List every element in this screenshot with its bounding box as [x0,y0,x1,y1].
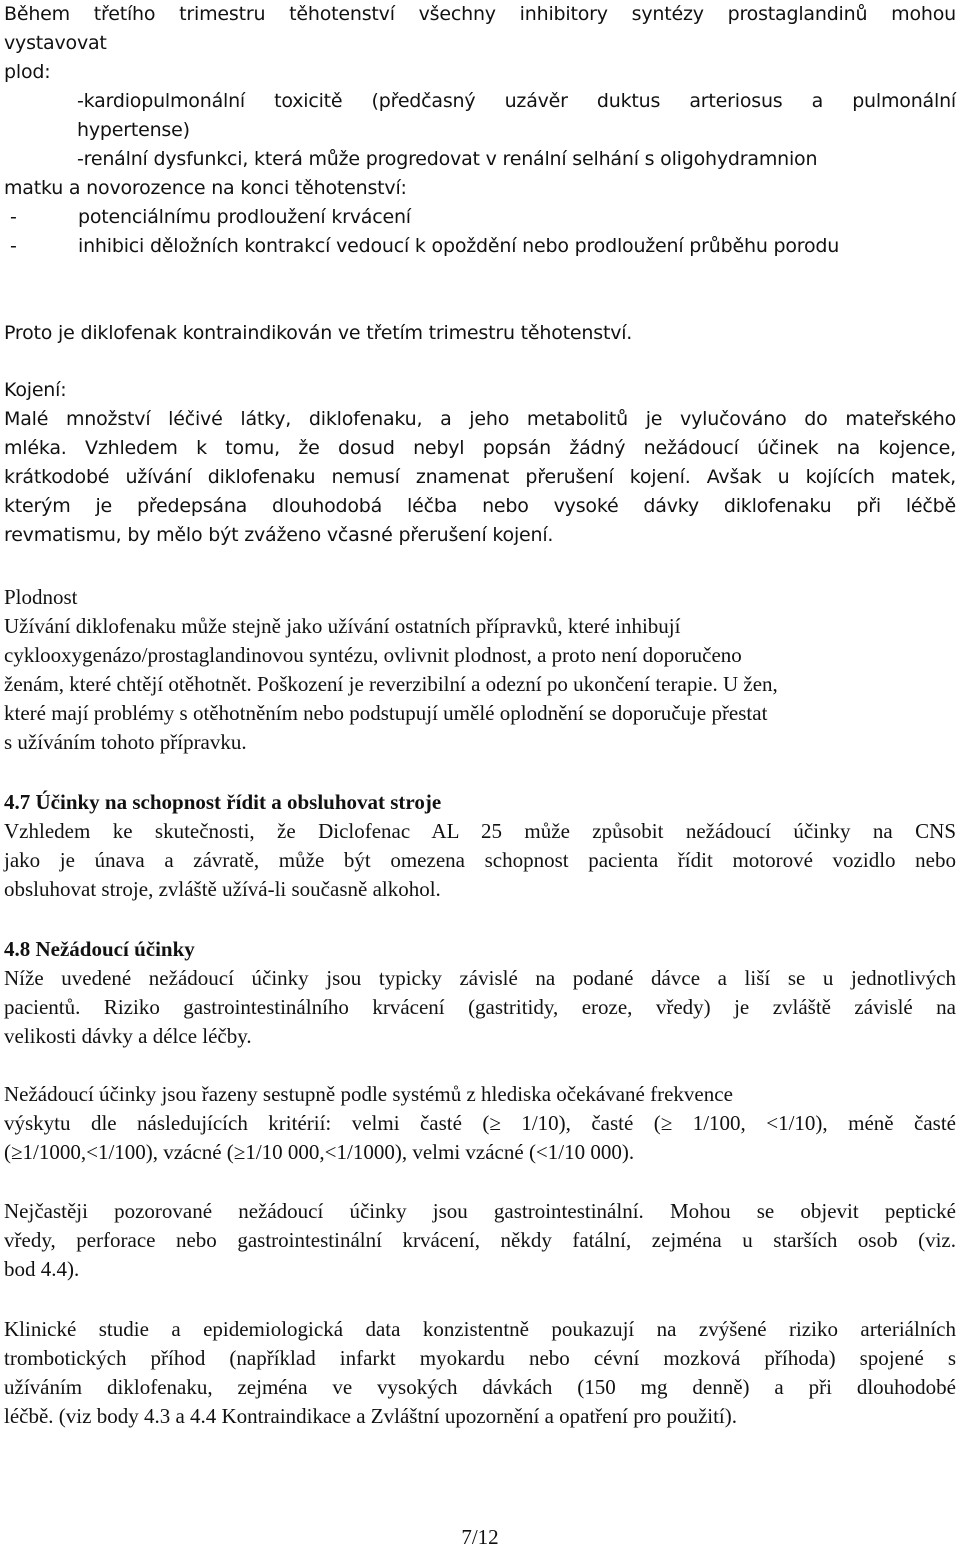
section-4-7-line-2: jako je únava a závratě, může být omezena schopnost pacienta řídit motorové vozidlo nebo [4,848,956,872]
section-4-8-thrombotic [4,1315,956,1431]
section-4-8-p4-line-1: Klinické studie a epidemiologická data konzistentně poukazují na zvýšené riziko arteriálních [4,1317,956,1341]
fetus-item-2: -renální dysfunkci, která může progredovat v renální selhání s oligohydramnion [77,148,818,170]
section-4-8-number: 4.8 [4,937,31,961]
section-4-8 [4,935,956,1051]
fetus-item-1-line-1: -kardiopulmonální toxicitě (předčasný uzávěr duktus arteriosus a pulmonální [77,90,956,112]
section-4-8-p1-line-3: velikosti dávky a délce léčby. [4,1024,252,1048]
section-4-7 [4,788,956,904]
section-4-8-p1-line-1: Níže uvedené nežádoucí účinky jsou typicky závislé na podané dávce a liší se u jednotlivých [4,966,956,990]
fertility-line-3: ženám, které chtějí otěhotnět. Poškození je reverzibilní a odezní po ukončení terapie. U žen, [4,672,778,696]
section-4-8-p2-line-1: Nežádoucí účinky jsou řazeny sestupně podle systémů z hlediska očekávané frekvence [4,1082,733,1106]
section-4-7-title: Účinky na schopnost řídit a obsluhovat stroje [35,790,442,814]
mother-item-2 [4,232,956,261]
fertility-heading: Plodnost [4,585,78,609]
fertility-line-5: s užíváním tohoto přípravku. [4,730,247,754]
section-4-8-p1-line-2: pacientů. Riziko gastrointestinálního krvácení (gastritidy, eroze, vředy) je zvláště závislé na [4,995,956,1019]
section-4-8-p4-line-2: trombotických příhod (například infarkt myokardu nebo cévní mozková příhoda) spojené s [4,1346,956,1370]
breastfeeding-line-1: Malé množství léčivé látky, diklofenaku, a jeho metabolitů je vylučováno do mateřského [4,408,956,430]
mother-item-2-text: inhibici děložních kontrakcí vedoucí k opoždění nebo prodloužení průběhu porodu [78,235,840,257]
fertility-line-2: cyklooxygenázo/prostaglandinovou syntézu, ovlivnit plodnost, a proto není doporučeno [4,643,742,667]
section-4-7-line-1: Vzhledem ke skutečnosti, že Diclofenac AL 25 může způsobit nežádoucí účinky na CNS [4,819,956,843]
section-4-8-p2-line-2: výskytu dle následujících kritérií: velmi časté (≥ 1/10), časté (≥ 1/100, <1/10), méně časté [4,1111,956,1135]
section-4-8-p3-line-2: vředy, perforace nebo gastrointestinální krvácení, někdy fatální, zejména u starších osob (viz. [4,1228,956,1252]
section-4-8-p2-line-3: (≥1/1000,<1/100), vzácné (≥1/10 000,<1/1000), velmi vzácné (<1/10 000). [4,1140,635,1164]
mother-list [4,174,956,261]
pregnancy-intro-line-2: vystavovat [4,32,107,54]
mother-label: matku a novorozence na konci těhotenství: [4,177,407,199]
mother-item-1-text: potenciálnímu prodloužení krvácení [78,206,411,228]
section-4-7-heading [4,788,956,817]
pregnancy-intro-line-1: Během třetího trimestru těhotenství všechny inhibitory syntézy prostaglandinů mohou [4,3,956,25]
section-4-8-p3-line-3: bod 4.4). [4,1257,80,1281]
section-4-8-frequency [4,1080,956,1167]
list-dash: - [10,206,17,228]
breastfeeding-line-5: revmatismu, by mělo být zváženo včasné přerušení kojení. [4,524,554,546]
section-4-8-heading [4,935,956,964]
list-dash: - [10,235,17,257]
fertility-line-1: Užívání diklofenaku může stejně jako užívání ostatních přípravků, které inhibují [4,614,681,638]
breastfeeding-line-4: kterým je předepsána dlouhodobá léčba nebo vysoké dávky diklofenaku při léčbě [4,495,956,517]
page-number: 7/12 [461,1525,499,1549]
section-4-8-gi [4,1197,956,1284]
section-4-7-line-3: obsluhovat stroje, zvláště užívá-li současně alkohol. [4,877,441,901]
breastfeeding-line-2: mléka. Vzhledem k tomu, že dosud nebyl popsán žádný nežádoucí účinek na kojence, [4,437,956,459]
pregnancy-conclusion [4,319,956,348]
fertility-section [4,583,956,757]
section-4-8-p4-line-3: užíváním diklofenaku, zejména ve vysokých dávkách (150 mg denně) a při dlouhodobé [4,1375,956,1399]
fetus-item-1-line-2: hypertense) [77,119,190,141]
fetus-label: plod: [4,61,51,83]
pregnancy-conclusion-text: Proto je diklofenak kontraindikován ve třetím trimestru těhotenství. [4,322,633,344]
breastfeeding-line-3: krátkodobé užívání diklofenaku nemusí znamenat přerušení kojení. Avšak u kojících matek, [4,466,956,488]
section-4-8-p3-line-1: Nejčastěji pozorované nežádoucí účinky jsou gastrointestinální. Mohou se objevit peptické [4,1199,956,1223]
section-4-8-p4-line-4: léčbě. (viz body 4.3 a 4.4 Kontraindikace a Zvláštní upozornění a opatření pro použití). [4,1404,738,1428]
section-4-7-number: 4.7 [4,790,31,814]
mother-item-1 [4,203,956,232]
breastfeeding-heading: Kojení: [4,379,67,401]
section-4-8-title: Nežádoucí účinky [35,937,195,961]
breastfeeding-section [4,376,956,550]
fertility-line-4: které mají problémy s otěhotněním nebo podstupují umělé oplodnění se doporučuje přestat [4,701,768,725]
pregnancy-intro [4,0,956,174]
